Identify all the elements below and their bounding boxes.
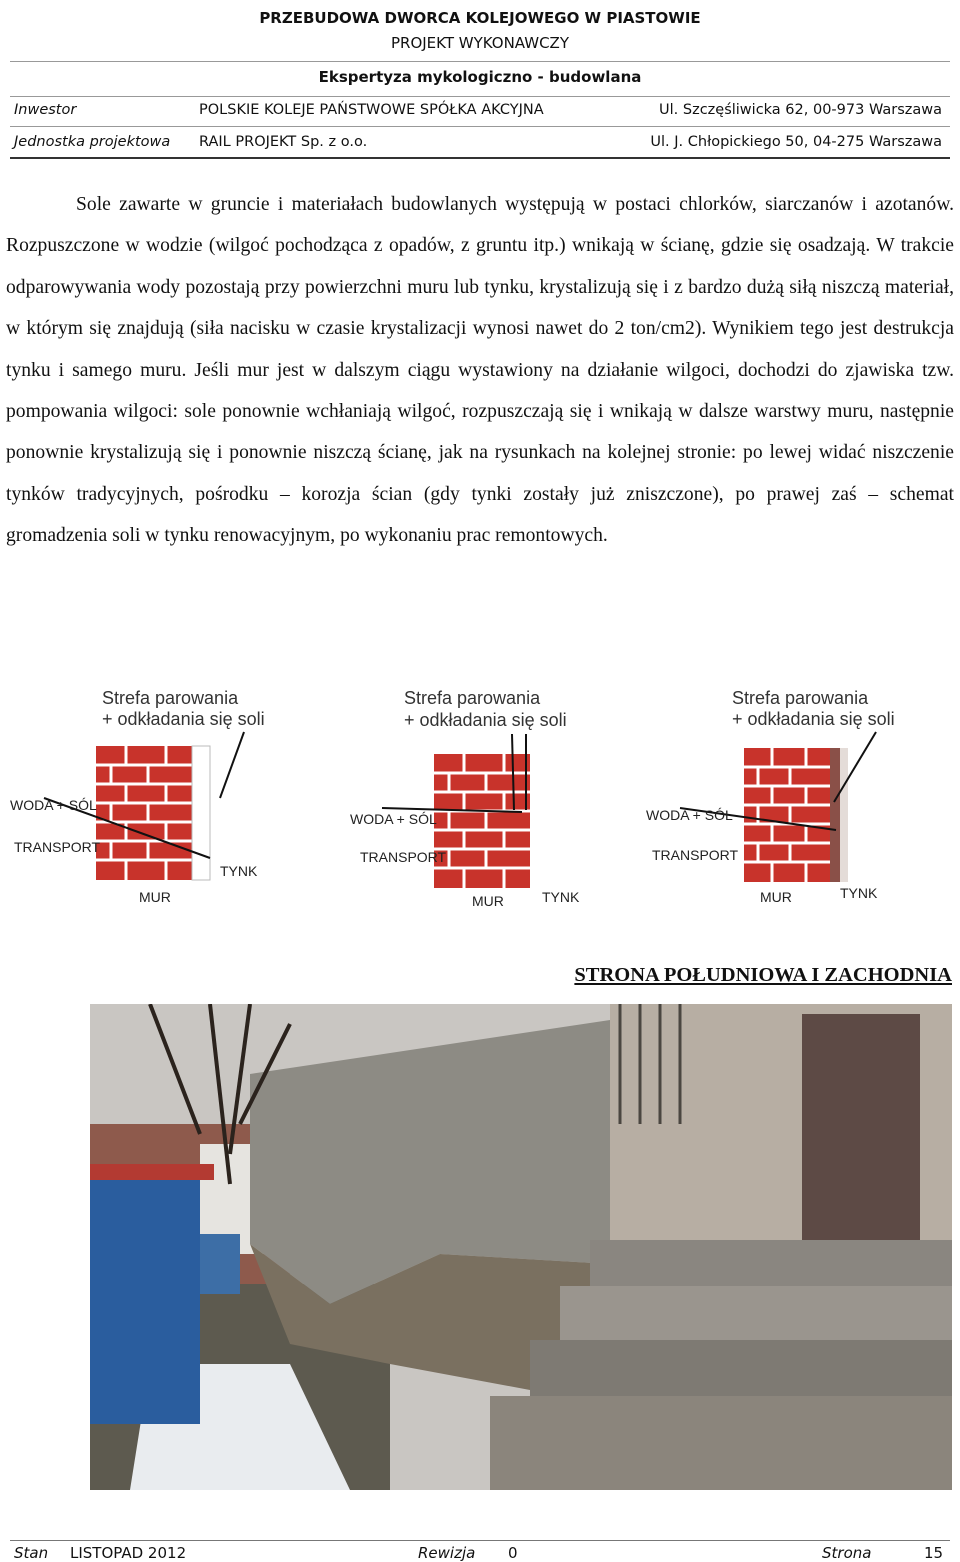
diagram-wall-corrosion	[332, 680, 632, 912]
footer-page-value: 15	[924, 1544, 944, 1562]
diagram-svg	[640, 680, 950, 912]
unit-name: RAIL PROJEKT Sp. z o.o.	[199, 134, 368, 150]
diagram-zone-label-1: Strefa parowania	[732, 688, 869, 708]
brick-wall	[434, 754, 530, 888]
footer-revision-label: Rewizja	[418, 1544, 476, 1562]
body-paragraph: Sole zawarte w gruncie i materiałach budowlanych występują w postaci chlorków, siarczanów i azotanów. Rozpuszczone w wodzie (wilgoć pochodząca z opadów, z gruntu itp.) wnikają w ścianę, gdzie się osadzają. W trakcie odparowywania wody pozostają przy powierzchni muru lub tynku, krystalizują się i z bardzo dużą siłą niszczą materiał, w którym się znajdują (siła nacisku w czasie krystalizacji wynosi nawet do 2 ton/cm2). Wynikiem tego jest destrukcja tynku i samego muru. Jeśli mur jest w dalszym ciągu wystawiony na działanie wilgoci, dochodzi do zjawiska tzw. pompowania wilgoci: sole ponownie wchłaniają wilgoć, rozpuszczają się i wnikają w dalsze warstwy muru, następnie ponownie krystalizują się i ponownie niszczą ścianę, jak na rysunkach na kolejnej stronie: po lewej widać niszczenie tynków tradycyjnych, pośrodku – korozja ścian (gdy tynki zostały już zniszczone), po prawej zaś – schemat gromadzenia soli w tynku renowacyjnym, po wykonaniu prac remontowych.	[6, 194, 954, 547]
diagram-plaster-label: TYNK	[220, 863, 258, 879]
photo-step	[590, 1240, 952, 1286]
diagram-wall-label: MUR	[139, 889, 171, 905]
investor-label: Inwestor	[14, 102, 77, 118]
document-title: PRZEBUDOWA DWORCA KOLEJOWEGO W PIASTOWIE	[259, 9, 701, 27]
diagram-transport-label: TRANSPORT	[652, 847, 739, 863]
diagram-water-salt-label: WODA + SÓL	[10, 797, 97, 813]
arrow-line	[220, 732, 244, 798]
header-divider	[10, 126, 950, 127]
footer-stan-label: Stan	[14, 1544, 49, 1562]
header-divider	[10, 61, 950, 62]
diagram-zone-label-1: Strefa parowania	[102, 688, 239, 708]
site-photo-svg	[90, 1004, 952, 1490]
photo-bin-lid	[90, 1164, 214, 1180]
photo-small-bin	[200, 1234, 240, 1294]
photo-step	[560, 1286, 952, 1340]
diagram-water-salt-label: WODA + SÓL	[350, 811, 437, 827]
header-divider	[10, 157, 950, 159]
footer-revision-value: 0	[508, 1544, 518, 1562]
diagram-zone-label-2: + odkładania się soli	[102, 709, 265, 729]
diagram-plaster-label: TYNK	[840, 885, 878, 901]
diagram-transport-label: TRANSPORT	[14, 839, 101, 855]
footer-page-label: Strona	[822, 1544, 872, 1562]
footer-divider	[10, 1540, 950, 1541]
photo-door	[802, 1014, 920, 1246]
section-title: STRONA POŁUDNIOWA I ZACHODNIA	[574, 964, 952, 986]
diagram-transport-label: TRANSPORT	[360, 849, 447, 865]
footer-stan-value: LISTOPAD 2012	[70, 1544, 187, 1562]
plaster-layer	[192, 746, 210, 880]
diagram-plaster-label: TYNK	[542, 889, 580, 905]
diagram-renovation-plaster	[640, 680, 950, 912]
brick-wall	[96, 746, 210, 880]
diagram-traditional-plaster	[4, 680, 316, 912]
diagram-svg	[332, 680, 632, 912]
unit-address: Ul. J. Chłopickiego 50, 04-275 Warszawa	[650, 134, 942, 150]
investor-address: Ul. Szczęśliwicka 62, 00-973 Warszawa	[659, 102, 942, 118]
site-photo	[90, 1004, 952, 1490]
photo-step	[490, 1396, 952, 1490]
diagram-zone-label-1: Strefa parowania	[404, 688, 541, 708]
plaster-base-layer	[830, 748, 840, 882]
diagram-wall-label: MUR	[760, 889, 792, 905]
investor-name: POLSKIE KOLEJE PAŃSTWOWE SPÓŁKA AKCYJNA	[199, 102, 544, 118]
header-divider	[10, 96, 950, 97]
diagram-svg	[4, 680, 316, 912]
diagram-zone-label-2: + odkładania się soli	[732, 709, 895, 729]
unit-label: Jednostka projektowa	[14, 134, 171, 150]
diagram-wall-label: MUR	[472, 893, 504, 909]
document-type: Ekspertyza mykologiczno - budowlana	[318, 68, 642, 86]
plaster-renovation-layer	[840, 748, 848, 882]
photo-step	[530, 1340, 952, 1396]
diagram-zone-label-2: + odkładania się soli	[404, 710, 567, 730]
brick-wall	[744, 748, 848, 882]
photo-blue-bin	[90, 1174, 200, 1424]
diagram-water-salt-label: WODA + SÓL	[646, 807, 733, 823]
document-subtitle: PROJEKT WYKONAWCZY	[390, 34, 569, 52]
